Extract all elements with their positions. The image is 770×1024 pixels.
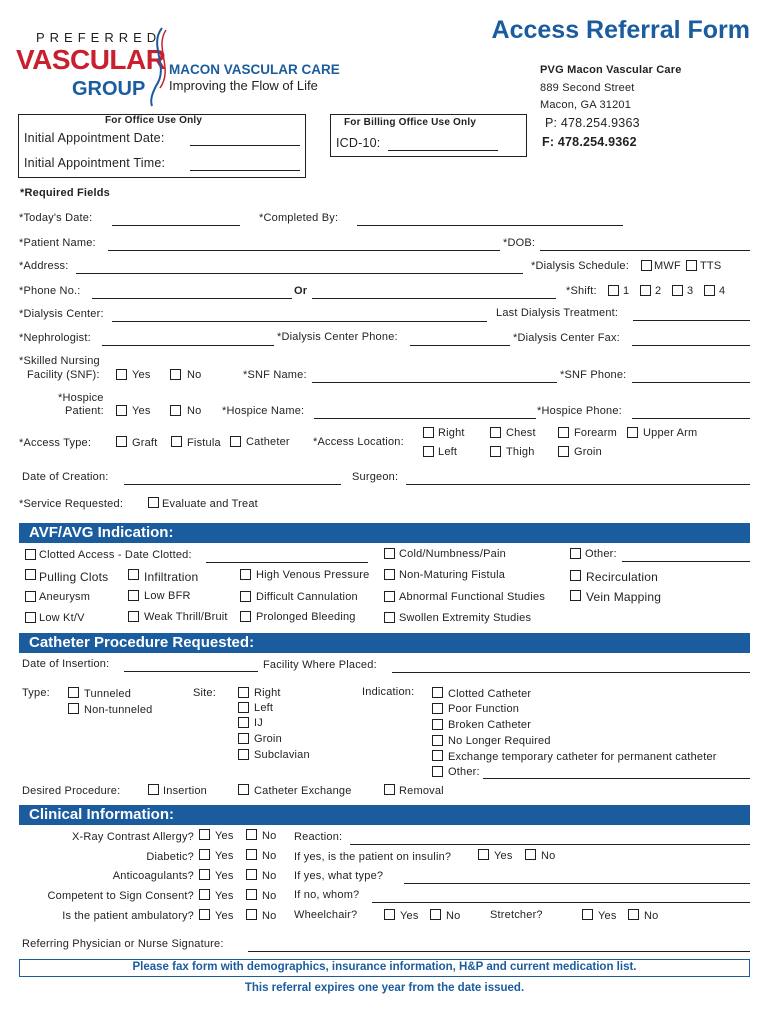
consent-no-checkbox[interactable] (246, 889, 257, 900)
address-city: Macon, GA 31201 (540, 99, 632, 111)
ambulatory-label: Is the patient ambulatory? (62, 910, 194, 922)
abnormal-checkbox[interactable] (384, 591, 395, 602)
nontunneled-checkbox[interactable] (68, 703, 79, 714)
site-subclavian-checkbox[interactable] (238, 749, 249, 760)
xray-no-label: No (262, 830, 277, 842)
tts-checkbox[interactable] (686, 260, 697, 271)
chest-label: Chest (506, 427, 536, 439)
clinical-heading: Clinical Information: (19, 805, 750, 825)
right-label: Right (438, 427, 465, 439)
ind-exchange-label: Exchange temporary catheter for permanent catheter (448, 751, 717, 763)
hvp-checkbox[interactable] (240, 569, 251, 580)
appt-time-label: Initial Appointment Time: (24, 156, 166, 170)
stretcher-no-checkbox[interactable] (628, 909, 639, 920)
hospice-yes-label: Yes (132, 405, 151, 417)
fistula-label: Fistula (187, 437, 221, 449)
groin-checkbox[interactable] (558, 446, 569, 457)
appt-date-label: Initial Appointment Date: (24, 131, 165, 145)
insulin-label: If yes, is the patient on insulin? (294, 851, 452, 863)
site-groin-label: Groin (254, 733, 282, 745)
swollen-label: Swollen Extremity Studies (399, 612, 532, 624)
lowbfr-label: Low BFR (144, 590, 191, 602)
tunneled-checkbox[interactable] (68, 687, 79, 698)
today-label: *Today's Date: (19, 212, 93, 224)
thigh-label: Thigh (506, 446, 535, 458)
dialysis-center-label: *Dialysis Center: (19, 308, 104, 320)
whom-field[interactable] (372, 902, 750, 903)
ind-clotted-label: Clotted Catheter (448, 688, 532, 700)
hvp-label: High Venous Pressure (256, 569, 370, 581)
whom-label: If no, whom? (294, 889, 360, 901)
reaction-label: Reaction: (294, 831, 343, 843)
other-label: Other: (585, 548, 617, 560)
anticoag-no-checkbox[interactable] (246, 869, 257, 880)
ind-other-checkbox[interactable] (432, 766, 443, 777)
stretcher-yes-checkbox[interactable] (582, 909, 593, 920)
lowkt-label: Low Kt/V (39, 612, 85, 624)
dc-phone-field[interactable] (410, 345, 510, 346)
stretcher-no-label: No (644, 910, 659, 922)
address-phone: P: 478.254.9363 (545, 116, 640, 130)
anticoag-label: Anticoagulants? (112, 870, 194, 882)
cold-checkbox[interactable] (384, 548, 395, 559)
left-checkbox[interactable] (423, 446, 434, 457)
what-type-field[interactable] (404, 883, 750, 884)
site-ij-label: IJ (254, 717, 263, 729)
icd-field[interactable] (388, 150, 498, 151)
avf-heading: AVF/AVG Indication: (19, 523, 750, 543)
snf-label-2: Facility (SNF): (27, 369, 100, 381)
shift-4-label: 4 (719, 285, 726, 297)
shift-2-checkbox[interactable] (640, 285, 651, 296)
swollen-checkbox[interactable] (384, 612, 395, 623)
snf-phone-label: *SNF Phone: (560, 369, 627, 381)
aneurysm-checkbox[interactable] (25, 591, 36, 602)
dob-label: *DOB: (503, 237, 536, 249)
snf-name-label: *SNF Name: (243, 369, 307, 381)
evaluate-checkbox[interactable] (148, 497, 159, 508)
date-creation-field[interactable] (124, 484, 341, 485)
ambulatory-no-label: No (262, 910, 277, 922)
expires-note: This referral expires one year from the date issued. (244, 982, 525, 994)
insertion-date-field[interactable] (124, 671, 258, 672)
consent-label: Competent to Sign Consent? (47, 890, 194, 902)
mwf-checkbox[interactable] (641, 260, 652, 271)
pulling-label: Pulling Clots (39, 570, 109, 584)
clotted-date-field[interactable] (206, 562, 368, 563)
shift-2-label: 2 (655, 285, 662, 297)
difficult-checkbox[interactable] (240, 591, 251, 602)
insulin-no-checkbox[interactable] (525, 849, 536, 860)
address-fax: F: 478.254.9362 (542, 135, 637, 149)
access-type-label: *Access Type: (19, 437, 92, 449)
insertion-label: Insertion (163, 785, 207, 797)
shift-3-label: 3 (687, 285, 694, 297)
tts-label: TTS (700, 260, 722, 272)
ambulatory-no-checkbox[interactable] (246, 909, 257, 920)
shift-label: *Shift: (566, 285, 597, 297)
logo-macon: MACON VASCULAR CARE (169, 62, 340, 77)
logo-preferred: PREFERRED (36, 30, 162, 45)
site-subclavian-label: Subclavian (254, 749, 310, 761)
ind-other-label: Other: (448, 766, 480, 778)
consent-yes-checkbox[interactable] (199, 889, 210, 900)
chest-checkbox[interactable] (490, 427, 501, 438)
hospice-yes-checkbox[interactable] (116, 405, 127, 416)
clotted-checkbox[interactable] (25, 549, 36, 560)
site-left-checkbox[interactable] (238, 702, 249, 713)
removal-checkbox[interactable] (384, 784, 395, 795)
snf-yes-label: Yes (132, 369, 151, 381)
site-ij-checkbox[interactable] (238, 717, 249, 728)
signature-field[interactable] (248, 951, 750, 952)
xray-yes-label: Yes (215, 830, 234, 842)
billing-heading: For Billing Office Use Only (344, 117, 477, 128)
date-creation-label: Date of Creation: (22, 471, 109, 483)
difficult-label: Difficult Cannulation (256, 591, 358, 603)
recirculation-checkbox[interactable] (570, 570, 581, 581)
nephrologist-label: *Nephrologist: (19, 332, 91, 344)
ind-exchange-checkbox[interactable] (432, 750, 443, 761)
exchange-checkbox[interactable] (238, 784, 249, 795)
facility-field[interactable] (392, 672, 750, 673)
clotted-label: Clotted Access - Date Clotted: (39, 549, 192, 561)
signature-label: Referring Physician or Nurse Signature: (22, 938, 224, 950)
prolonged-checkbox[interactable] (240, 611, 251, 622)
stretcher-label: Stretcher? (490, 909, 543, 921)
logo-tagline: Improving the Flow of Life (169, 78, 318, 93)
anticoag-yes-label: Yes (215, 870, 234, 882)
insulin-no-label: No (541, 850, 556, 862)
phone-field-2[interactable] (312, 298, 556, 299)
consent-no-label: No (262, 890, 277, 902)
ind-broken-checkbox[interactable] (432, 719, 443, 730)
what-type-label: If yes, what type? (294, 870, 384, 882)
xray-yes-checkbox[interactable] (199, 829, 210, 840)
address-street: 889 Second Street (540, 82, 635, 94)
dc-fax-label: *Dialysis Center Fax: (513, 332, 620, 344)
dialysis-schedule-label: *Dialysis Schedule: (531, 260, 629, 272)
wheelchair-yes-checkbox[interactable] (384, 909, 395, 920)
ind-nolonger-label: No Longer Required (448, 735, 551, 747)
site-left-label: Left (254, 702, 274, 714)
ind-nolonger-checkbox[interactable] (432, 735, 443, 746)
stretcher-yes-label: Yes (598, 910, 617, 922)
shift-3-checkbox[interactable] (672, 285, 683, 296)
insertion-checkbox[interactable] (148, 784, 159, 795)
infiltration-label: Infiltration (144, 570, 199, 584)
site-right-label: Right (254, 687, 281, 699)
vein-checkbox[interactable] (570, 590, 581, 601)
cold-label: Cold/Numbness/Pain (399, 548, 506, 560)
tunneled-label: Tunneled (84, 688, 132, 700)
required-note: *Required Fields (20, 187, 110, 199)
wheelchair-yes-label: Yes (400, 910, 419, 922)
phone-field-1[interactable] (92, 298, 292, 299)
logo-group: GROUP (72, 78, 146, 100)
ind-broken-label: Broken Catheter (448, 719, 532, 731)
address-field[interactable] (76, 273, 523, 274)
exchange-label: Catheter Exchange (254, 785, 352, 797)
forearm-checkbox[interactable] (558, 427, 569, 438)
catheter-checkbox[interactable] (230, 436, 241, 447)
prolonged-label: Prolonged Bleeding (256, 611, 356, 623)
nontunneled-label: Non-tunneled (84, 704, 153, 716)
anticoag-yes-checkbox[interactable] (199, 869, 210, 880)
snf-name-field[interactable] (312, 382, 557, 383)
upper-arm-label: Upper Arm (643, 427, 698, 439)
left-label: Left (438, 446, 458, 458)
weak-checkbox[interactable] (128, 611, 139, 622)
right-checkbox[interactable] (423, 427, 434, 438)
vein-label: Vein Mapping (586, 590, 662, 604)
other-field[interactable] (622, 561, 750, 562)
hospice-label-2: Patient: (65, 405, 104, 417)
ind-poor-checkbox[interactable] (432, 703, 443, 714)
type-label: Type: (22, 687, 50, 699)
address-name: PVG Macon Vascular Care (540, 64, 682, 76)
appt-time-field[interactable] (190, 170, 300, 171)
insulin-yes-checkbox[interactable] (478, 849, 489, 860)
abnormal-label: Abnormal Functional Studies (399, 591, 546, 603)
surgeon-field[interactable] (406, 484, 750, 485)
xray-label: X-Ray Contrast Allergy? (72, 831, 194, 843)
consent-yes-label: Yes (215, 890, 234, 902)
page-title: Access Referral Form (491, 16, 750, 44)
pulling-checkbox[interactable] (25, 569, 36, 580)
snf-yes-checkbox[interactable] (116, 369, 127, 380)
hospice-phone-label: *Hospice Phone: (537, 405, 622, 417)
today-field[interactable] (112, 225, 240, 226)
catheter-heading: Catheter Procedure Requested: (19, 633, 750, 653)
access-location-label: *Access Location: (313, 436, 404, 448)
completed-by-field[interactable] (357, 225, 623, 226)
shift-1-label: 1 (623, 285, 630, 297)
logo (16, 26, 361, 106)
shift-4-checkbox[interactable] (704, 285, 715, 296)
dc-fax-field[interactable] (632, 345, 750, 346)
ambulatory-yes-label: Yes (215, 910, 234, 922)
graft-checkbox[interactable] (116, 436, 127, 447)
diabetic-no-checkbox[interactable] (246, 849, 257, 860)
or-label: Or (294, 285, 308, 297)
wheelchair-no-checkbox[interactable] (430, 909, 441, 920)
dc-phone-label: *Dialysis Center Phone: (277, 331, 398, 343)
diabetic-yes-checkbox[interactable] (199, 849, 210, 860)
desired-label: Desired Procedure: (22, 785, 121, 797)
other-checkbox[interactable] (570, 548, 581, 559)
lowbfr-checkbox[interactable] (128, 590, 139, 601)
snf-phone-field[interactable] (632, 382, 750, 383)
recirculation-label: Recirculation (586, 570, 658, 584)
removal-label: Removal (399, 785, 444, 797)
ind-clotted-checkbox[interactable] (432, 687, 443, 698)
patient-name-field[interactable] (108, 250, 500, 251)
hospice-no-label: No (187, 405, 202, 417)
appt-date-field[interactable] (190, 145, 300, 146)
snf-no-checkbox[interactable] (170, 369, 181, 380)
ind-other-field[interactable] (483, 778, 750, 779)
wheelchair-no-label: No (446, 910, 461, 922)
site-right-checkbox[interactable] (238, 687, 249, 698)
diabetic-yes-label: Yes (215, 850, 234, 862)
insulin-yes-label: Yes (494, 850, 513, 862)
thigh-checkbox[interactable] (490, 446, 501, 457)
ambulatory-yes-checkbox[interactable] (199, 909, 210, 920)
logo-vascular: VASCULAR (16, 44, 166, 75)
reaction-field[interactable] (350, 844, 750, 845)
dialysis-center-field[interactable] (112, 321, 487, 322)
graft-label: Graft (132, 437, 158, 449)
aneurysm-label: Aneurysm (39, 591, 91, 603)
ind-poor-label: Poor Function (448, 703, 520, 715)
snf-no-label: No (187, 369, 202, 381)
snf-label-1: *Skilled Nursing (19, 355, 100, 367)
last-treatment-label: Last Dialysis Treatment: (496, 307, 619, 319)
hospice-label-1: *Hospice (58, 392, 104, 404)
evaluate-label: Evaluate and Treat (162, 498, 258, 510)
dob-field[interactable] (540, 250, 750, 251)
patient-name-label: *Patient Name: (19, 237, 96, 249)
indication-label: Indication: (362, 686, 415, 698)
forearm-label: Forearm (574, 427, 617, 439)
service-label: *Service Requested: (19, 498, 124, 510)
site-label: Site: (193, 687, 217, 699)
upper-arm-checkbox[interactable] (627, 427, 638, 438)
site-groin-checkbox[interactable] (238, 733, 249, 744)
surgeon-label: Surgeon: (352, 471, 399, 483)
office-use-heading: For Office Use Only (105, 115, 203, 126)
nonmaturing-checkbox[interactable] (384, 569, 395, 580)
phone-label: *Phone No.: (19, 285, 81, 297)
wheelchair-label: Wheelchair? (294, 909, 358, 921)
hospice-name-label: *Hospice Name: (222, 405, 305, 417)
anticoag-no-label: No (262, 870, 277, 882)
icd-label: ICD-10: (336, 136, 381, 150)
completed-by-label: *Completed By: (259, 212, 339, 224)
weak-label: Weak Thrill/Bruit (144, 611, 228, 623)
shift-1-checkbox[interactable] (608, 285, 619, 296)
diabetic-no-label: No (262, 850, 277, 862)
catheter-label: Catheter (246, 436, 290, 448)
groin-label: Groin (574, 446, 602, 458)
hospice-no-checkbox[interactable] (170, 405, 181, 416)
mwf-label: MWF (654, 260, 681, 272)
xray-no-checkbox[interactable] (246, 829, 257, 840)
address-label: *Address: (19, 260, 69, 272)
last-treatment-field[interactable] (633, 320, 750, 321)
insertion-date-label: Date of Insertion: (22, 658, 110, 670)
fistula-checkbox[interactable] (171, 436, 182, 447)
nonmaturing-label: Non-Maturing Fistula (399, 569, 506, 581)
lowkt-checkbox[interactable] (25, 612, 36, 623)
hospice-phone-field[interactable] (632, 418, 750, 419)
nephrologist-field[interactable] (102, 345, 274, 346)
hospice-name-field[interactable] (314, 418, 536, 419)
facility-label: Facility Where Placed: (263, 659, 377, 671)
infiltration-checkbox[interactable] (128, 569, 139, 580)
diabetic-label: Diabetic? (146, 851, 194, 863)
fax-note: Please fax form with demographics, insurance information, H&P and current medication list. (132, 961, 637, 973)
